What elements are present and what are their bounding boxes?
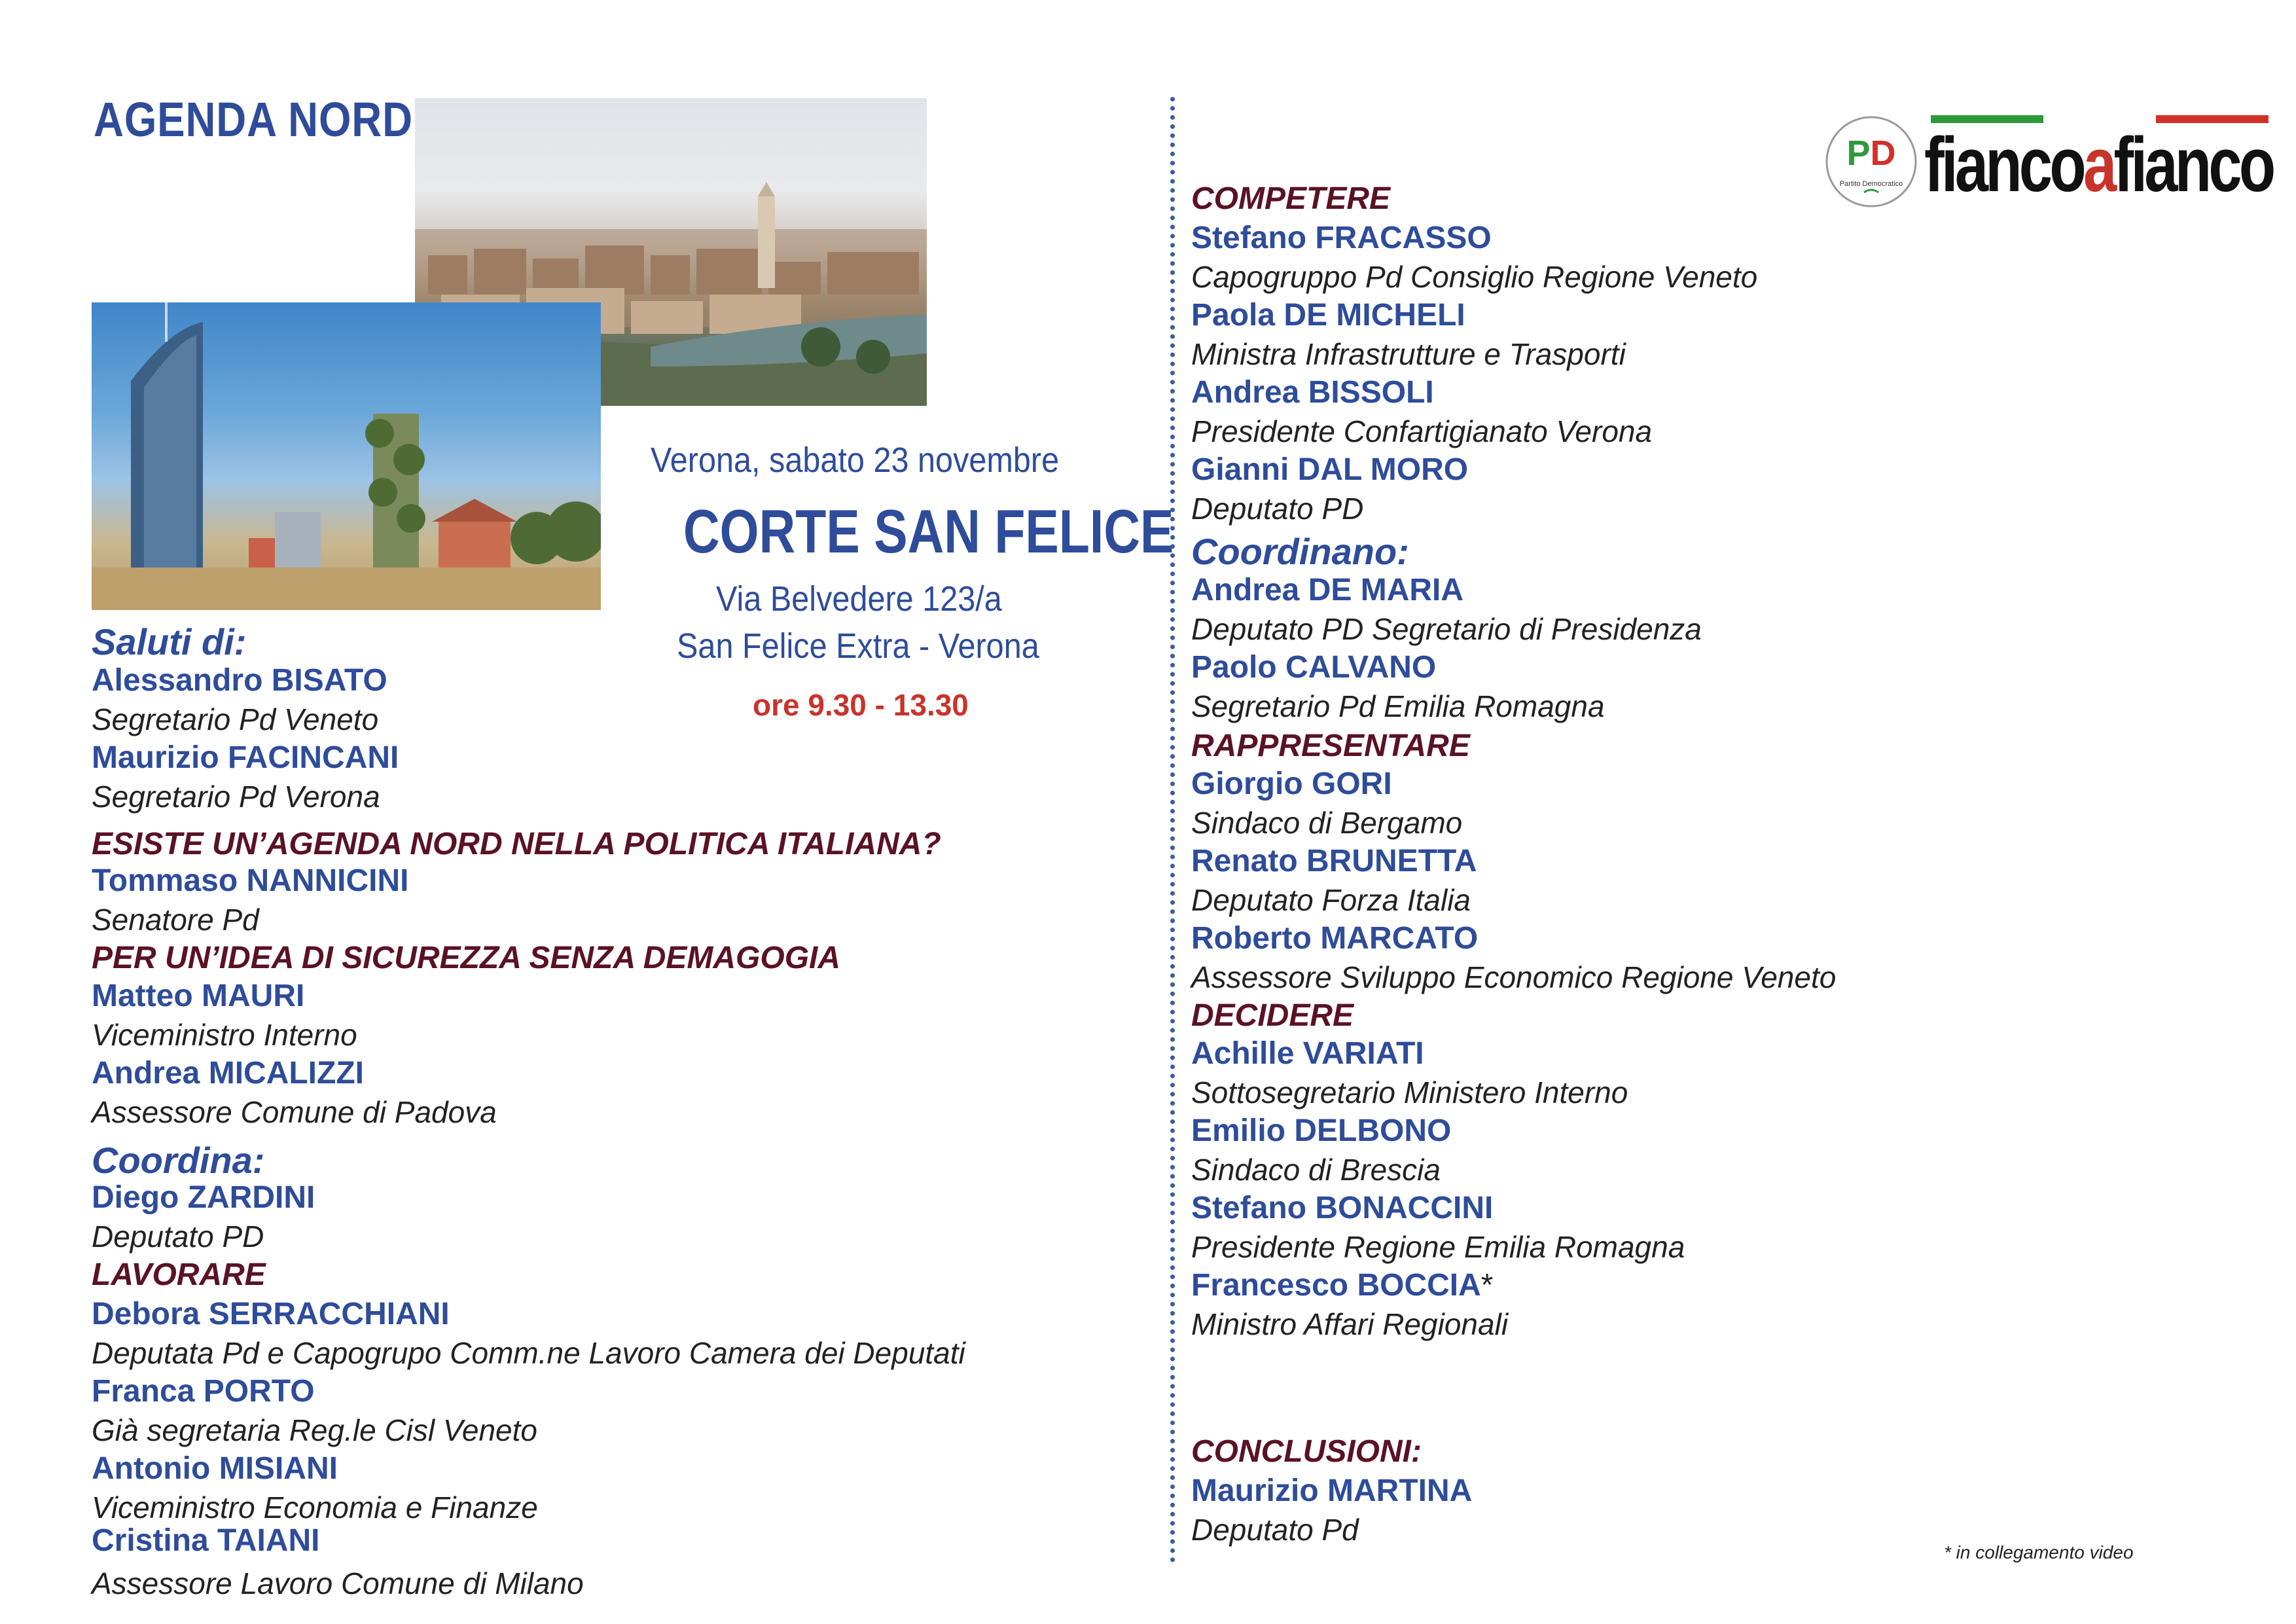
- slogan-text: [1924, 120, 2272, 209]
- event-place: San Felice Extra - Verona: [677, 626, 1039, 666]
- speaker-role: Sottosegretario Ministero Interno: [1191, 1075, 1628, 1110]
- speaker-role: Deputato PD: [92, 1219, 264, 1254]
- speaker-name: Diego ZARDINI: [92, 1180, 315, 1215]
- speaker-name: Paolo CALVANO: [1191, 650, 1437, 685]
- speaker-name: Antonio MISIANI: [92, 1451, 338, 1486]
- speaker-role: Sindaco di Bergamo: [1191, 806, 1463, 840]
- speaker-role: Capogruppo Pd Consiglio Regione Veneto: [1191, 260, 1758, 294]
- speaker-role: Assessore Comune di Padova: [92, 1095, 497, 1129]
- speaker-name: Tommaso NANNICINI: [92, 863, 409, 898]
- speaker-name: Giorgio GORI: [1191, 767, 1392, 801]
- speaker-role: Ministra Infrastrutture e Trasporti: [1191, 337, 1626, 371]
- section-heading-agenda-question: ESISTE UN’AGENDA NORD NELLA POLITICA ITALIANA?: [92, 827, 941, 861]
- slogan-end: fianco: [2113, 122, 2273, 208]
- section-heading-saluti: Saluti di:: [92, 621, 247, 662]
- section-heading-coordinano: Coordinano:: [1191, 531, 1409, 572]
- pd-caption: Partito Democratico: [1839, 180, 1903, 188]
- event-address: Via Belvedere 123/a: [716, 579, 1002, 619]
- speaker-name: Matteo MAURI: [92, 979, 305, 1013]
- fiancoafianco-logo: [1924, 115, 2273, 208]
- section-heading-conclusioni: CONCLUSIONI:: [1191, 1434, 1422, 1469]
- section-heading-competere: COMPETERE: [1191, 181, 1391, 216]
- speaker-name: Roberto MARCATO: [1191, 921, 1479, 956]
- speaker-role: Presidente Regione Emilia Romagna: [1191, 1230, 1685, 1264]
- speaker-role: Ministro Affari Regionali: [1191, 1307, 1509, 1341]
- speaker-role: Sindaco di Brescia: [1191, 1153, 1441, 1187]
- section-heading-decidere: DECIDERE: [1191, 998, 1354, 1033]
- speaker-role: Segretario Pd Verona: [92, 780, 380, 814]
- speaker-role: Segretario Pd Veneto: [92, 702, 379, 736]
- page-title: AGENDA NORD: [94, 92, 413, 147]
- speaker-name: Stefano BONACCINI: [1191, 1191, 1494, 1225]
- section-heading-lavorare: LAVORARE: [92, 1257, 266, 1292]
- speaker-role: Deputato Pd: [1191, 1513, 1359, 1547]
- speaker-name: Andrea BISSOLI: [1191, 375, 1434, 410]
- footnote: * in collegamento video: [1944, 1542, 2134, 1562]
- speaker-name: Francesco BOCCIA: [1191, 1268, 1481, 1303]
- speaker-role: Segretario Pd Emilia Romagna: [1191, 689, 1605, 723]
- speaker-name: Maurizio FACINCANI: [92, 740, 399, 775]
- milan-skyline-photo: [92, 302, 601, 610]
- section-heading-security: PER UN’IDEA DI SICUREZZA SENZA DEMAGOGIA: [92, 941, 841, 975]
- pd-party-logo: [1825, 115, 1918, 208]
- speaker-name: Stefano FRACASSO: [1191, 221, 1492, 255]
- speaker-role: Senatore Pd: [92, 903, 259, 937]
- speaker-role: Già segretaria Reg.le Cisl Veneto: [92, 1413, 537, 1447]
- speaker-name: Achille VARIATI: [1191, 1036, 1424, 1071]
- speaker-name: Alessandro BISATO: [92, 663, 387, 698]
- slogan-start: fianco: [1924, 122, 2083, 208]
- section-heading-coordina: Coordina:: [92, 1140, 265, 1181]
- speaker-role: Deputato Forza Italia: [1191, 883, 1471, 917]
- speaker-name: Andrea DE MARIA: [1191, 573, 1464, 607]
- speaker-name: Cristina TAIANI: [92, 1523, 320, 1558]
- speaker-name: Gianni DAL MORO: [1191, 452, 1469, 487]
- column-divider: [1170, 97, 1175, 1563]
- speaker-name: Renato BRUNETTA: [1191, 844, 1477, 878]
- speaker-name: Emilio DELBONO: [1191, 1113, 1452, 1148]
- pd-letters: PD: [1846, 134, 1896, 173]
- speaker-role: Deputato PD: [1191, 492, 1364, 526]
- speaker-name: Franca PORTO: [92, 1374, 315, 1409]
- speaker-name: Maurizio MARTINA: [1191, 1473, 1473, 1508]
- speaker-name: Debora SERRACCHIANI: [92, 1297, 450, 1331]
- speaker-role: Viceministro Interno: [92, 1018, 357, 1052]
- video-link-mark: *: [1480, 1268, 1494, 1303]
- section-heading-rappresentare: RAPPRESENTARE: [1191, 729, 1470, 763]
- speaker-role: Deputata Pd e Capogrupo Comm.ne Lavoro Camera dei Deputati: [92, 1336, 965, 1370]
- event-venue: CORTE SAN FELICE: [683, 497, 1174, 566]
- slogan-mid: a: [2083, 122, 2114, 208]
- speaker-role: Viceministro Economia e Finanze: [92, 1490, 538, 1525]
- speaker-role: Deputato PD Segretario di Presidenza: [1191, 612, 1702, 646]
- event-date: Verona, sabato 23 novembre: [651, 441, 1060, 480]
- speaker-role: Presidente Confartigianato Verona: [1191, 414, 1653, 448]
- speaker-name-boccia: [1191, 1267, 1493, 1303]
- speaker-role: Assessore Lavoro Comune di Milano: [92, 1566, 584, 1600]
- speaker-name: Andrea MICALIZZI: [92, 1056, 364, 1091]
- event-time: ore 9.30 - 13.30: [753, 688, 969, 722]
- speaker-role: Assessore Sviluppo Economico Regione Veneto: [1191, 960, 1837, 994]
- speaker-name: Paola DE MICHELI: [1191, 298, 1465, 333]
